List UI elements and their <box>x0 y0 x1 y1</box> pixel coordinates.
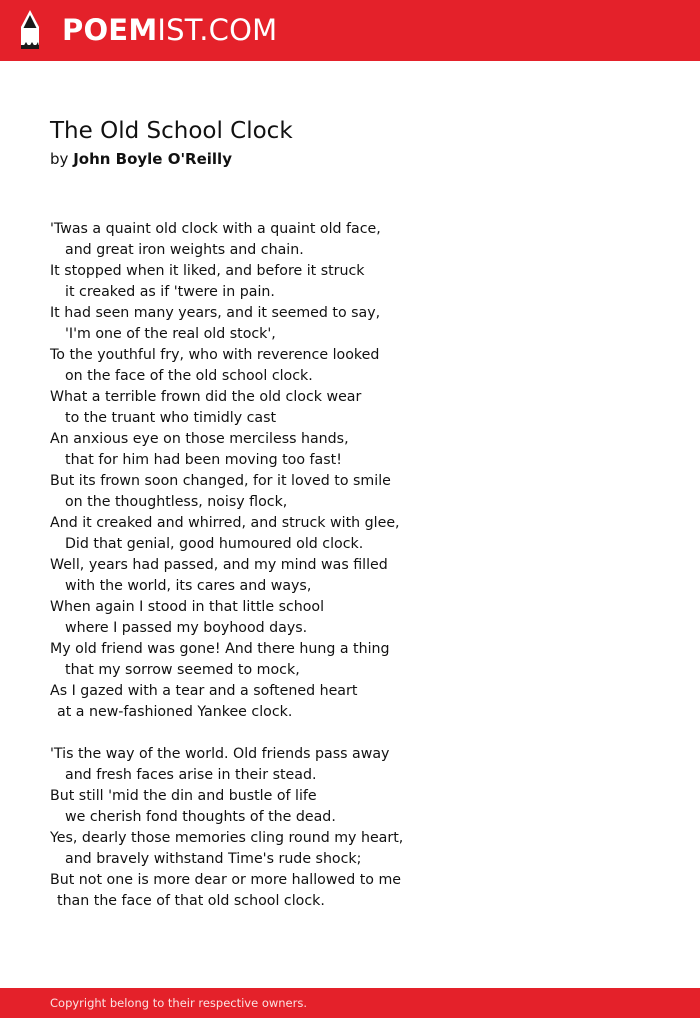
poem-line: to the truant who timidly cast <box>65 410 277 426</box>
poem-line: with the world, its cares and ways, <box>65 578 312 594</box>
site-footer <box>0 988 700 1018</box>
poem-line: When again I stood in that little school <box>50 599 325 615</box>
poem-line: that for him had been moving too fast! <box>65 452 342 468</box>
poem-line: Well, years had passed, and my mind was filled <box>50 557 388 573</box>
poem-line: it creaked as if 'twere in pain. <box>65 284 275 300</box>
poem-line: But its frown soon changed, for it loved to smile <box>50 473 391 489</box>
poem-line: at a new-fashioned Yankee clock. <box>57 704 293 720</box>
poem-line: Yes, dearly those memories cling round my heart, <box>50 830 404 846</box>
poem-line: To the youthful fry, who with reverence looked <box>50 347 380 363</box>
site-logo[interactable] <box>62 12 277 48</box>
poem-line: And it creaked and whirred, and struck with glee, <box>50 515 400 531</box>
poem-line: 'I'm one of the real old stock', <box>65 326 276 342</box>
poem-line: that my sorrow seemed to mock, <box>65 662 300 678</box>
poem-line: and fresh faces arise in their stead. <box>65 767 317 783</box>
poem-line: and bravely withstand Time's rude shock; <box>65 851 362 867</box>
poem-body <box>50 219 670 912</box>
stanza-break <box>50 723 670 744</box>
poem-line: It stopped when it liked, and before it struck <box>50 263 365 279</box>
site-header <box>0 0 700 61</box>
poem-line: Did that genial, good humoured old clock. <box>65 536 364 552</box>
poem-line: An anxious eye on those merciless hands, <box>50 431 349 447</box>
poem-line: on the face of the old school clock. <box>65 368 313 384</box>
logo-light: IST.COM <box>157 13 278 47</box>
poem-line: As I gazed with a tear and a softened heart <box>50 683 358 699</box>
copyright-notice: Copyright belong to their respective owners. <box>50 996 308 1010</box>
poem-line: 'Tis the way of the world. Old friends pass away <box>50 746 390 762</box>
poem-line: 'Twas a quaint old clock with a quaint old face, <box>50 221 381 237</box>
poem-line: My old friend was gone! And there hung a thing <box>50 641 390 657</box>
poem-line: we cherish fond thoughts of the dead. <box>65 809 336 825</box>
poem-line: where I passed my boyhood days. <box>65 620 308 636</box>
poem-line: than the face of that old school clock. <box>57 893 325 909</box>
logo-bold: POEM <box>62 13 158 47</box>
byline <box>50 149 232 169</box>
poem-line: But not one is more dear or more hallowed to me <box>50 872 402 888</box>
poem-line: and great iron weights and chain. <box>65 242 304 258</box>
pen-nib-icon <box>18 9 42 51</box>
author-name: John Boyle O'Reilly <box>73 150 232 168</box>
poem-title: The Old School Clock <box>50 118 293 144</box>
poem-line: But still 'mid the din and bustle of life <box>50 788 317 804</box>
by-label: by <box>50 150 69 168</box>
poem-line: on the thoughtless, noisy flock, <box>65 494 288 510</box>
poem-line: What a terrible frown did the old clock wear <box>50 389 362 405</box>
poem-line: It had seen many years, and it seemed to say, <box>50 305 381 321</box>
